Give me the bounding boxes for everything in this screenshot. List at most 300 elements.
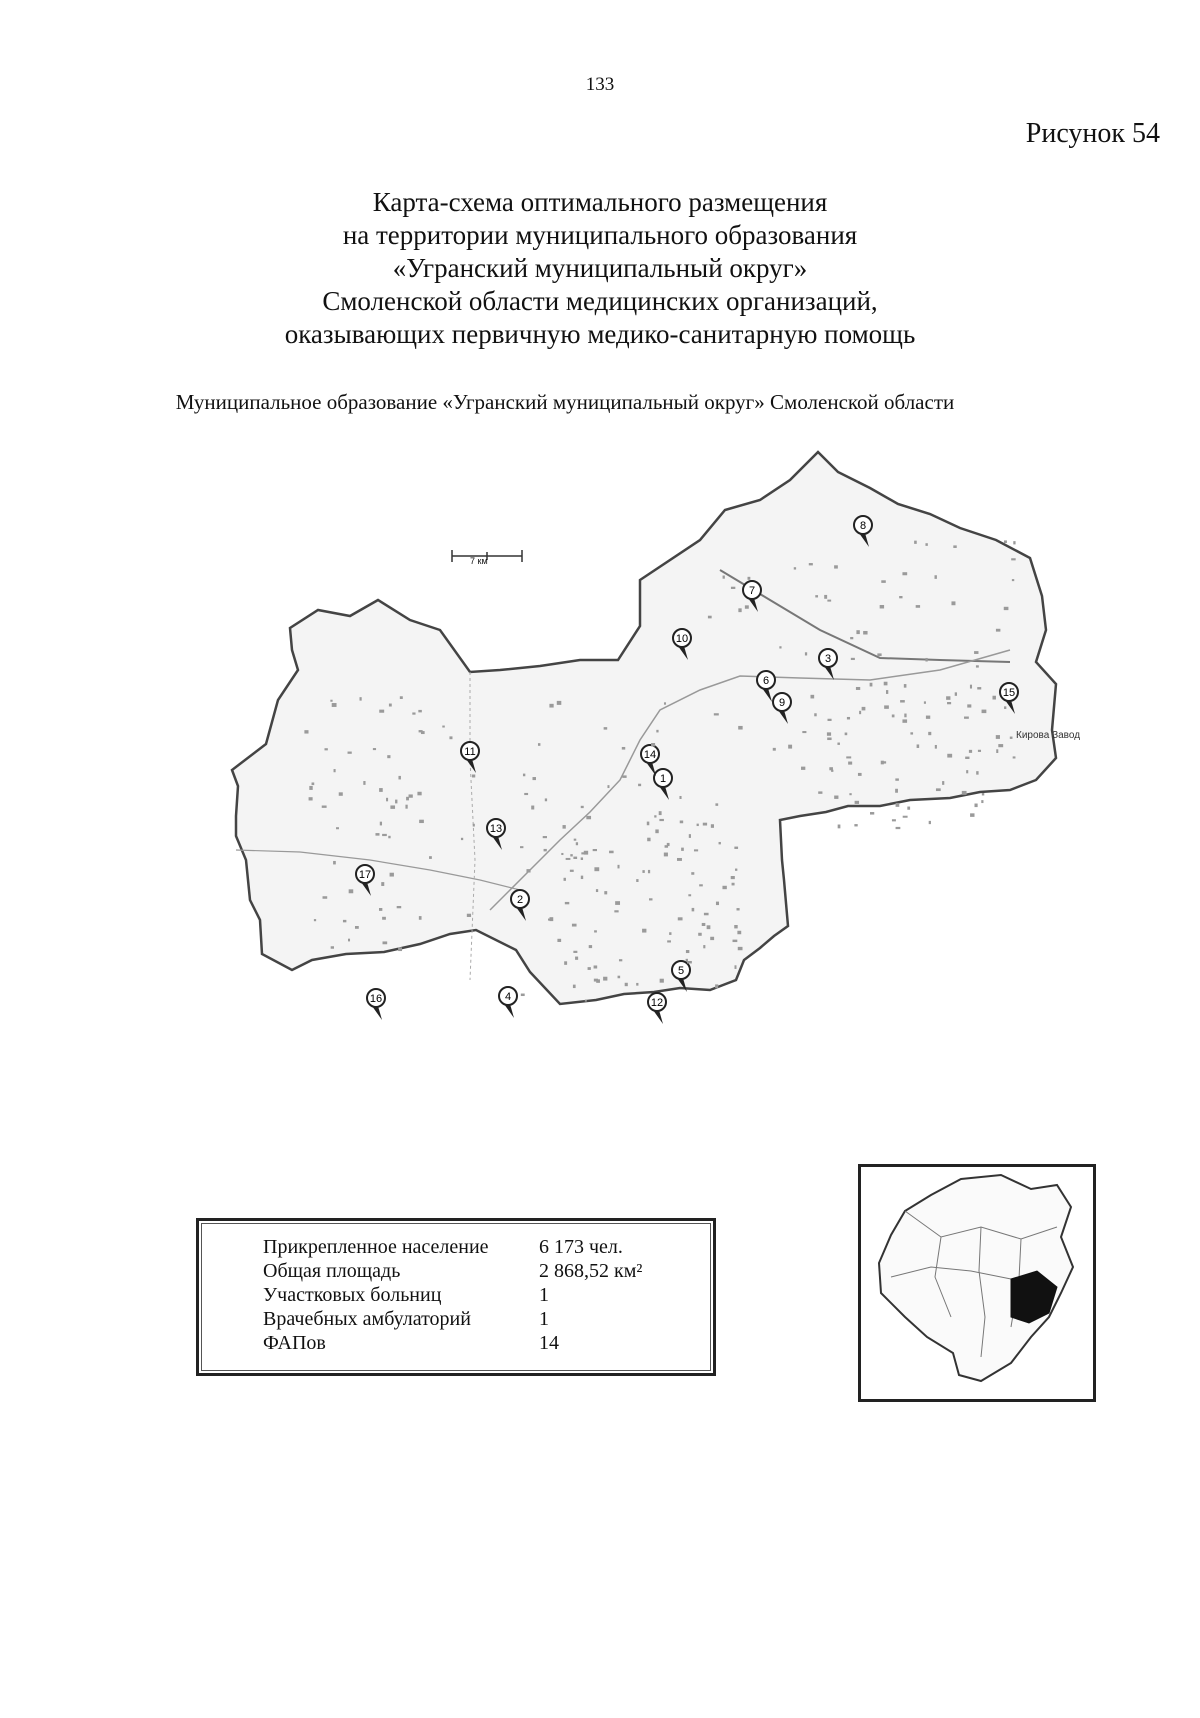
settlement-dot: [881, 761, 884, 765]
settlement-dot: [388, 836, 390, 838]
settlement-dot: [570, 854, 572, 856]
settlement-dot: [805, 652, 807, 655]
settlement-dot: [564, 878, 566, 881]
settlement-dot: [332, 703, 337, 707]
settlement-dot: [794, 567, 796, 569]
settlement-dot: [710, 937, 714, 940]
settlement-dot: [854, 824, 857, 826]
settlement-dot: [745, 605, 749, 608]
settlement-dot: [846, 756, 851, 758]
settlement-dot: [827, 732, 831, 735]
settlement-dot: [907, 807, 910, 810]
settlement-dot: [381, 882, 384, 886]
settlement-dot: [389, 704, 392, 707]
district-map: [0, 440, 1200, 1240]
settlement-dot: [647, 838, 650, 842]
settlement-dot: [382, 917, 386, 920]
marker-number: 10: [675, 633, 689, 645]
settlement-dot: [850, 637, 853, 639]
settlement-dot: [914, 541, 917, 544]
settlement-dot: [382, 834, 387, 836]
settlement-dot: [978, 750, 981, 752]
title-line: Карта-схема оптимального размещения: [372, 187, 828, 217]
district-boundary: [232, 452, 1056, 1004]
settlement-dot: [680, 821, 683, 824]
settlement-dot: [336, 827, 339, 829]
settlement-dot: [449, 736, 452, 739]
settlement-dot: [711, 824, 714, 828]
settlement-dot: [323, 896, 328, 899]
settlement-dot: [363, 781, 365, 785]
marker-number: 6: [762, 675, 770, 687]
title-line: на территории муниципального образования: [342, 220, 858, 250]
marker-number: 9: [778, 697, 786, 709]
region-inset-svg: [861, 1167, 1093, 1399]
settlement-dot: [343, 920, 346, 922]
settlement-dot: [1013, 541, 1015, 544]
settlement-dot: [788, 745, 792, 749]
settlement-dot: [660, 979, 664, 983]
settlement-dot: [520, 846, 523, 848]
settlement-dot: [903, 816, 908, 818]
settlement-dot: [863, 631, 867, 635]
settlement-dot: [309, 786, 312, 790]
settlement-dot: [886, 690, 888, 694]
settlement-dot: [380, 822, 382, 826]
settlement-dot: [565, 902, 569, 904]
settlement-dot: [802, 731, 806, 733]
settlement-dot: [400, 696, 403, 699]
settlement-dot: [862, 707, 866, 711]
settlement-dot: [847, 717, 850, 720]
settlement-dot: [697, 824, 699, 826]
settlement-dot: [982, 793, 984, 795]
settlement-dot: [947, 702, 951, 704]
settlement-dot: [870, 683, 873, 687]
settlement-dot: [719, 842, 721, 844]
settlement-dot: [581, 806, 584, 808]
settlement-dot: [324, 748, 327, 750]
settlement-dot: [902, 572, 907, 575]
settlement-dot: [974, 804, 977, 808]
map-caption: Муниципальное образование «Угранский муниципальный округ» Смоленской области: [175, 390, 955, 414]
settlement-dot: [573, 985, 576, 988]
settlement-dot: [1011, 558, 1015, 560]
settlement-dot: [339, 792, 343, 795]
settlement-dot: [818, 791, 822, 793]
facility-marker: [499, 987, 517, 1018]
settlement-dot: [638, 784, 641, 786]
settlement-dot: [429, 856, 432, 859]
settlement-dot: [815, 595, 818, 597]
settlement-dot: [593, 849, 597, 851]
settlement-dot: [572, 924, 577, 927]
settlement-dot: [349, 889, 354, 893]
settlement-dot: [902, 719, 907, 722]
settlement-dot: [748, 577, 751, 580]
settlement-dot: [333, 861, 336, 864]
marker-number: 3: [824, 653, 832, 665]
settlement-dot: [828, 719, 832, 721]
settlement-dot: [801, 767, 805, 770]
settlement-dot: [397, 906, 402, 908]
settlement-dot: [594, 867, 599, 871]
settlement-dot: [409, 794, 413, 797]
settlement-dot: [904, 684, 907, 688]
stat-value: 1: [539, 1284, 549, 1306]
settlement-dot: [532, 777, 535, 780]
settlement-dot: [848, 762, 852, 765]
settlement-dot: [689, 834, 691, 838]
settlement-dot: [521, 994, 525, 996]
settlement-dot: [405, 805, 407, 809]
settlement-dot: [678, 917, 683, 920]
settlement-dot: [654, 815, 656, 817]
settlement-dot: [570, 870, 574, 872]
settlement-dot: [309, 797, 313, 800]
settlement-dot: [575, 957, 578, 960]
settlement-dot: [737, 908, 740, 910]
settlement-dot: [636, 983, 638, 986]
settlement-dot: [946, 696, 950, 700]
settlement-dot: [955, 692, 957, 695]
settlement-dot: [585, 1000, 587, 1002]
settlement-dot: [895, 778, 899, 780]
settlement-dot: [715, 984, 718, 988]
settlement-dot: [664, 853, 668, 857]
settlement-dot: [809, 563, 813, 565]
settlement-dot: [665, 845, 668, 848]
stat-value: 1: [539, 1308, 549, 1330]
settlement-dot: [1004, 607, 1009, 610]
settlement-dot: [858, 773, 862, 776]
settlement-dot: [716, 902, 719, 905]
settlement-dot: [322, 805, 327, 807]
marker-number: 4: [504, 991, 512, 1003]
settlement-dot: [596, 889, 598, 892]
settlement-dot: [834, 565, 838, 568]
marker-number: 16: [369, 993, 383, 1005]
settlement-dot: [398, 776, 400, 780]
settlement-dot: [543, 836, 547, 838]
settlement-dot: [312, 782, 315, 785]
settlement-dot: [856, 687, 860, 690]
settlement-dot: [334, 769, 336, 772]
region-inset-map: [858, 1164, 1096, 1402]
settlement-dot: [877, 653, 881, 656]
settlement-dot: [917, 744, 920, 748]
settlement-dot: [472, 774, 475, 777]
place-label-kirov-zavod: Кирова Завод: [1016, 730, 1081, 741]
settlement-dot: [892, 714, 895, 717]
settlement-dot: [418, 710, 421, 712]
settlement-dot: [442, 726, 444, 728]
marker-number: 14: [643, 749, 657, 761]
settlement-dot: [588, 967, 591, 970]
settlement-dot: [925, 658, 927, 662]
settlement-dot: [827, 600, 831, 602]
stat-value: 2 868,52 км²: [539, 1260, 643, 1282]
stat-label: Прикрепленное население: [263, 1236, 489, 1258]
settlement-dot: [686, 959, 688, 962]
facility-marker: [648, 993, 666, 1024]
settlement-dot: [581, 857, 583, 860]
settlement-dot: [1004, 540, 1007, 543]
settlement-dot: [881, 580, 886, 583]
stat-value: 6 173 чел.: [539, 1236, 623, 1258]
settlement-dot: [845, 733, 848, 736]
settlement-dot: [604, 727, 608, 729]
marker-pin: [504, 1004, 514, 1018]
settlement-dot: [982, 710, 987, 714]
settlement-dot: [936, 788, 941, 791]
title-line: «Угранский муниципальный округ»: [392, 253, 808, 283]
marker-number: 5: [677, 965, 685, 977]
settlement-dot: [1010, 737, 1013, 739]
settlement-dot: [870, 812, 874, 815]
settlement-dot: [386, 798, 388, 802]
settlement-dot: [731, 587, 735, 589]
settlement-dot: [615, 901, 620, 905]
settlement-dot: [838, 825, 841, 829]
stat-value: 14: [539, 1332, 559, 1354]
facility-marker: [367, 989, 385, 1020]
district-map-svg: [0, 440, 1200, 1240]
settlement-dot: [974, 651, 978, 654]
settlement-dot: [702, 923, 706, 926]
settlement-dot: [962, 791, 967, 795]
settlement-dot: [896, 827, 901, 829]
settlement-dot: [594, 979, 598, 982]
settlement-dot: [594, 965, 598, 968]
settlement-dot: [584, 851, 588, 855]
settlement-dot: [563, 825, 566, 829]
settlement-dot: [395, 800, 397, 804]
settlement-dot: [935, 745, 937, 749]
settlement-dot: [704, 913, 709, 915]
marker-number: 8: [859, 520, 867, 532]
settlement-dot: [970, 813, 974, 817]
settlement-dot: [642, 929, 646, 933]
settlement-dot: [698, 933, 701, 936]
settlement-dot: [330, 700, 332, 702]
settlement-dot: [892, 819, 896, 821]
settlement-dot: [647, 822, 650, 826]
settlement-dot: [935, 575, 937, 579]
settlement-dot: [928, 732, 931, 735]
settlement-dot: [531, 806, 534, 810]
settlement-dot: [566, 858, 571, 860]
settlement-dot: [544, 849, 547, 851]
settlement-dot: [348, 752, 352, 754]
settlement-dot: [617, 865, 619, 869]
settlement-dot: [947, 754, 952, 758]
settlement-dot: [969, 750, 972, 753]
settlement-dot: [557, 701, 562, 705]
settlement-dot: [851, 658, 855, 660]
settlement-dot: [929, 821, 931, 824]
settlement-dot: [1012, 579, 1014, 581]
settlement-dot: [618, 976, 621, 979]
stat-label: ФАПов: [263, 1332, 326, 1354]
settlement-dot: [581, 876, 583, 879]
settlement-dot: [722, 886, 726, 889]
settlement-dot: [659, 819, 664, 821]
settlement-dot: [609, 851, 614, 854]
settlement-dot: [773, 748, 776, 751]
settlement-dot: [574, 839, 577, 841]
settlement-dot: [942, 781, 944, 785]
settlement-dot: [383, 941, 388, 944]
marker-number: 17: [358, 869, 372, 881]
stat-label: Участковых больниц: [263, 1284, 442, 1306]
marker-number: 13: [489, 823, 503, 835]
settlement-dot: [594, 930, 597, 932]
settlement-dot: [331, 946, 334, 948]
settlement-dot: [699, 884, 703, 886]
settlement-dot: [827, 738, 831, 741]
settlement-dot: [348, 939, 350, 942]
marker-number: 2: [516, 894, 524, 906]
settlement-dot: [622, 747, 625, 750]
settlement-dot: [526, 869, 530, 872]
settlement-dot: [419, 820, 424, 823]
settlement-dot: [855, 801, 859, 804]
settlement-dot: [967, 704, 971, 707]
settlement-dot: [524, 793, 528, 795]
settlement-dot: [735, 869, 737, 871]
settlement-dot: [679, 796, 681, 799]
settlement-dot: [738, 947, 743, 950]
settlement-dot: [691, 872, 694, 875]
settlement-dot: [686, 950, 689, 953]
settlement-dot: [523, 774, 525, 777]
settlement-dot: [976, 771, 978, 775]
settlement-dot: [379, 710, 384, 713]
figure-label: Рисунок 54: [1025, 118, 1160, 149]
settlement-dot: [379, 788, 383, 792]
settlement-dot: [390, 805, 395, 808]
marker-pin: [653, 1010, 663, 1024]
marker-number: 12: [650, 997, 664, 1009]
settlement-dot: [379, 908, 382, 911]
settlement-dot: [734, 965, 736, 969]
settlement-dot: [576, 842, 578, 845]
settlement-dot: [549, 917, 553, 921]
settlement-dot: [677, 858, 682, 861]
settlement-dot: [814, 713, 816, 716]
settlement-dot: [655, 829, 658, 833]
settlement-dot: [314, 919, 316, 921]
settlement-dot: [981, 800, 983, 803]
settlement-dot: [573, 951, 577, 953]
settlement-dot: [636, 879, 638, 882]
settlement-dot: [951, 601, 955, 605]
settlement-dot: [564, 961, 567, 965]
settlement-dot: [304, 730, 308, 733]
settlement-dot: [664, 702, 666, 704]
settlement-dot: [834, 796, 838, 799]
settlement-dot: [667, 940, 671, 942]
figure-title: [0, 186, 1200, 351]
marker-number: 7: [748, 585, 756, 597]
settlement-dot: [467, 914, 471, 917]
settlement-dot: [561, 853, 563, 855]
settlement-dot: [896, 803, 900, 807]
settlement-dot: [642, 870, 644, 873]
settlement-dot: [586, 816, 591, 819]
stat-label: Врачебных амбулаторий: [263, 1308, 471, 1330]
settlement-dot: [884, 682, 888, 686]
settlement-dot: [461, 838, 463, 840]
scale-label: 7 км: [470, 556, 488, 566]
settlement-dot: [831, 770, 833, 772]
settlement-dot: [681, 848, 684, 851]
settlement-dot: [996, 629, 1000, 632]
settlement-dot: [1013, 756, 1016, 758]
settlement-dot: [412, 712, 415, 714]
settlement-dot: [688, 894, 691, 896]
settlement-dot: [910, 732, 913, 734]
settlement-dot: [737, 931, 741, 934]
settlement-dot: [734, 925, 737, 928]
settlement-dot: [970, 685, 972, 689]
settlement-dot: [976, 665, 979, 667]
settlement-dot: [965, 757, 969, 759]
settlement-dot: [406, 797, 409, 801]
settlement-dot: [604, 891, 607, 894]
settlement-dot: [545, 798, 547, 801]
settlement-dot: [614, 910, 618, 912]
settlement-dot: [731, 876, 735, 879]
settlement-dot: [715, 803, 718, 805]
settlement-dot: [651, 743, 655, 746]
settlement-dot: [733, 940, 738, 942]
settlement-dot: [669, 932, 671, 935]
settlement-dot: [625, 983, 628, 986]
settlement-dot: [996, 749, 998, 753]
settlement-dot: [473, 824, 475, 827]
settlement-dot: [837, 743, 840, 745]
marker-number: 1: [659, 773, 667, 785]
settlement-dot: [557, 939, 561, 942]
settlement-dot: [895, 789, 898, 793]
settlement-dot: [849, 793, 851, 795]
settlement-dot: [419, 730, 423, 732]
settlement-dot: [723, 576, 725, 579]
settlement-dot: [996, 735, 1000, 739]
settlement-dot: [703, 945, 705, 948]
settlement-dot: [398, 947, 402, 951]
settlement-dot: [659, 811, 662, 815]
settlement-dot: [779, 646, 781, 648]
title-line: оказывающих первичную медико-санитарную помощь: [284, 319, 916, 349]
settlement-dot: [738, 608, 741, 612]
page-number: 133: [585, 74, 615, 95]
settlement-dot: [417, 792, 421, 796]
settlement-dot: [373, 748, 376, 750]
settlement-dot: [859, 711, 861, 714]
settlement-dot: [1004, 706, 1006, 709]
settlement-dot: [714, 713, 719, 715]
settlement-dot: [810, 695, 814, 699]
settlement-dot: [732, 883, 735, 886]
settlement-dot: [656, 730, 658, 733]
settlement-dot: [419, 916, 422, 920]
settlement-dot: [924, 701, 926, 703]
settlement-dot: [387, 755, 390, 758]
settlement-dot: [953, 545, 956, 548]
